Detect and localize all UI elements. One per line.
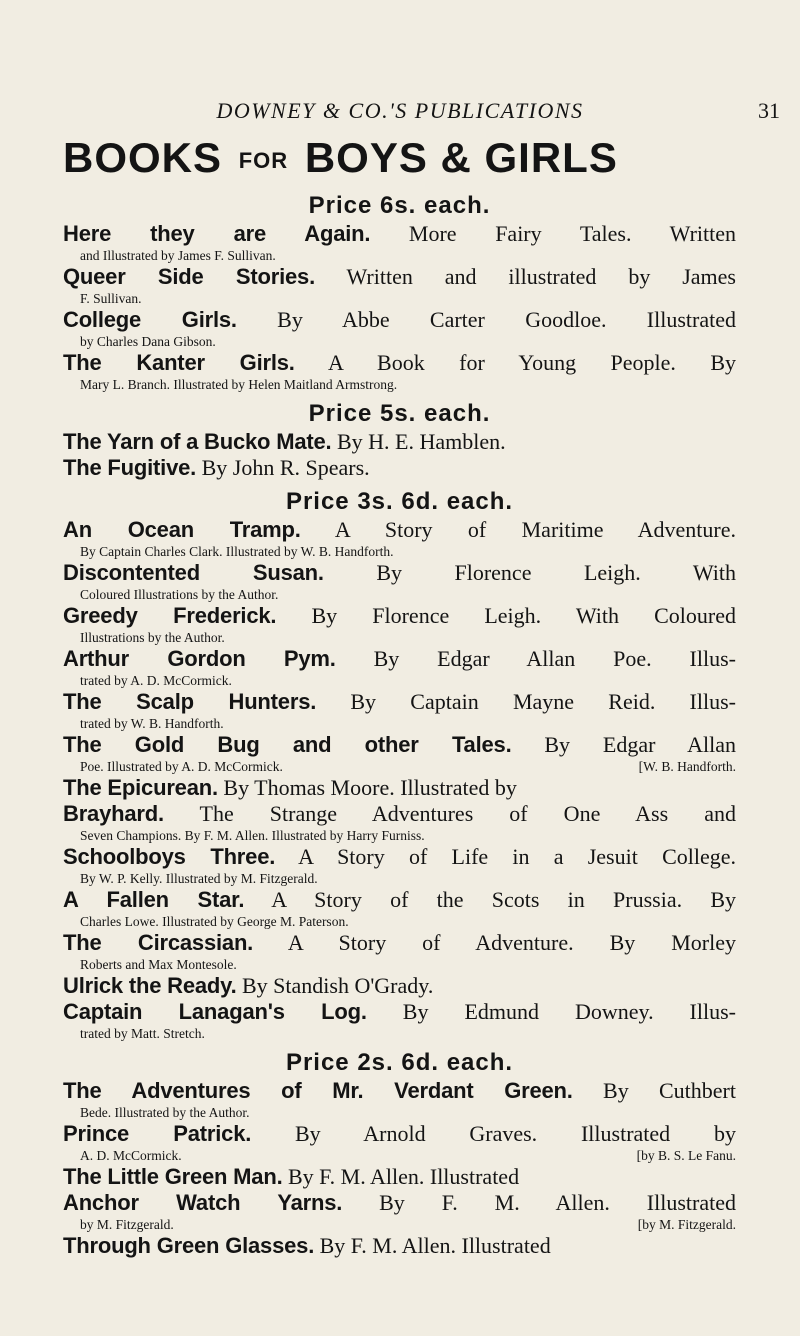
catalogue-title (63, 134, 736, 185)
book-title: Captain Lanagan's Log. (63, 999, 367, 1024)
book-credits (63, 586, 736, 603)
book-description: By Arnold Graves. Illustrated by (251, 1121, 736, 1146)
book-entry-line (63, 517, 736, 543)
book-title: The Little Green Man. (63, 1164, 283, 1189)
book-credits-continuation: [W. B. Handforth. (638, 759, 736, 774)
book-description: By F. M. Allen. Illustrated (282, 1164, 520, 1189)
book-description: By Florence Leigh. With Coloured (276, 603, 736, 628)
book-description: More Fairy Tales. Written (370, 221, 736, 246)
book-credits (63, 290, 736, 307)
book-entry-line (63, 455, 736, 481)
title-for: FOR (238, 148, 289, 173)
book-description: A Book for Young People. By (294, 350, 736, 375)
book-entry-line (63, 221, 736, 247)
book-entry (63, 801, 736, 844)
book-description: Written and illustrated by James (315, 264, 736, 289)
book-entry (63, 307, 736, 350)
book-title: Greedy Frederick. (63, 603, 277, 628)
book-description: A Story of Life in a Jesuit College. (275, 844, 736, 869)
book-credits-text: By W. P. Kelly. Illustrated by M. Fitzgerald. (80, 871, 318, 886)
book-credits-text: by M. Fitzgerald. (80, 1217, 174, 1232)
book-credits (63, 827, 736, 844)
book-credits-text: Bede. Illustrated by the Author. (80, 1105, 250, 1120)
book-credits (63, 715, 736, 732)
book-title: The Adventures of Mr. Verdant Green. (63, 1078, 573, 1103)
price-heading: Price 3s. 6d. each. (285, 488, 514, 515)
book-title: The Epicurean. (63, 775, 218, 800)
book-credits (63, 1025, 736, 1042)
book-entry (63, 999, 736, 1042)
book-entry-line (63, 307, 736, 333)
book-credits-text: F. Sullivan. (80, 291, 142, 306)
book-credits (63, 758, 736, 775)
book-entry-line (63, 775, 736, 801)
book-credits (63, 672, 736, 689)
price-heading: Price 6s. each. (308, 192, 491, 219)
book-entry-line (63, 999, 736, 1025)
book-title: The Kanter Girls. (63, 350, 295, 375)
page-content (63, 134, 736, 1259)
title-books: BOOKS (63, 134, 223, 181)
book-entry-line (63, 350, 736, 376)
book-title: Through Green Glasses. (63, 1233, 315, 1258)
book-entry-line (63, 1121, 736, 1147)
book-credits (63, 870, 736, 887)
book-title: The Scalp Hunters. (63, 689, 317, 714)
book-title: Arthur Gordon Pym. (63, 646, 336, 671)
book-credits (63, 1216, 736, 1233)
book-entry (63, 429, 736, 455)
title-boys-girls: BOYS & GIRLS (304, 134, 618, 181)
book-credits-continuation: [by B. S. Le Fanu. (636, 1148, 736, 1163)
price-sections (63, 191, 736, 1259)
book-credits-text: A. D. McCormick. (80, 1148, 182, 1163)
book-credits-text: by Charles Dana Gibson. (80, 334, 216, 349)
book-title: The Gold Bug and other Tales. (63, 732, 512, 757)
book-entry (63, 603, 736, 646)
book-credits (63, 629, 736, 646)
book-entry (63, 264, 736, 307)
book-entry (63, 350, 736, 393)
book-entry (63, 221, 736, 264)
book-credits-text: Coloured Illustrations by the Author. (80, 587, 279, 602)
book-credits (63, 1104, 736, 1121)
book-entry-line (63, 646, 736, 672)
book-entry (63, 560, 736, 603)
book-entry (63, 887, 736, 930)
book-description: By Cuthbert (572, 1078, 736, 1103)
book-description: By Edmund Downey. Illus- (366, 999, 736, 1024)
book-title: The Fugitive. (63, 455, 197, 480)
book-description: A Story of Adventure. By Morley (253, 930, 736, 955)
book-entry (63, 1233, 736, 1259)
book-description: By Abbe Carter Goodloe. Illustrated (236, 307, 736, 332)
book-entry (63, 732, 736, 775)
book-description: By Thomas Moore. Illustrated by (217, 775, 517, 800)
book-entry-line (63, 801, 736, 827)
book-description: By H. E. Hamblen. (331, 429, 506, 454)
book-description: By Edgar Allan Poe. Illus- (335, 646, 736, 671)
book-credits-text: and Illustrated by James F. Sullivan. (80, 248, 276, 263)
book-description: A Story of the Scots in Prussia. By (244, 887, 737, 912)
book-credits (63, 543, 736, 560)
book-description: By F. M. Allen. Illustrated (314, 1233, 551, 1258)
book-entry (63, 646, 736, 689)
running-head: DOWNEY & CO.'S PUBLICATIONS (216, 98, 584, 123)
book-description: The Strange Adventures of One Ass and (163, 801, 736, 826)
book-entry (63, 775, 736, 801)
book-credits (63, 956, 736, 973)
book-entry-line (63, 560, 736, 586)
book-description: By Captain Mayne Reid. Illus- (316, 689, 736, 714)
book-title: Schoolboys Three. (63, 844, 276, 869)
book-entry (63, 517, 736, 560)
book-entry-line (63, 844, 736, 870)
book-entry (63, 930, 736, 973)
book-entry-line (63, 887, 736, 913)
book-title: Prince Patrick. (63, 1121, 252, 1146)
book-title: An Ocean Tramp. (63, 517, 301, 542)
book-credits (63, 1147, 736, 1164)
book-description: A Story of Maritime Adventure. (300, 517, 736, 542)
book-description: By John R. Spears. (196, 455, 370, 480)
book-entry-line (63, 930, 736, 956)
price-heading: Price 5s. each. (308, 400, 491, 427)
book-entry (63, 844, 736, 887)
book-credits-text: trated by W. B. Handforth. (80, 716, 224, 731)
book-entry-line (63, 732, 736, 758)
book-credits-text: trated by A. D. McCormick. (80, 673, 232, 688)
book-title: Here they are Again. (63, 221, 371, 246)
book-credits-text: Illustrations by the Author. (80, 630, 225, 645)
book-entry (63, 973, 736, 999)
book-title: Ulrick the Ready. (63, 973, 237, 998)
book-entry (63, 1164, 736, 1190)
book-credits (63, 376, 736, 393)
book-credits-text: Seven Champions. By F. M. Allen. Illustrated by Harry Furniss. (80, 828, 425, 843)
book-credits (63, 247, 736, 264)
book-title: The Yarn of a Bucko Mate. (63, 429, 332, 454)
book-title: Discontented Susan. (63, 560, 324, 585)
book-credits (63, 913, 736, 930)
book-title: College Girls. (63, 307, 237, 332)
book-credits-text: Charles Lowe. Illustrated by George M. Paterson. (80, 914, 349, 929)
book-description: By F. M. Allen. Illustrated (342, 1190, 736, 1215)
book-entry (63, 1121, 736, 1164)
book-credits-text: By Captain Charles Clark. Illustrated by W. B. Handforth. (80, 544, 394, 559)
book-description: By Edgar Allan (511, 732, 736, 757)
book-entry-line (63, 429, 736, 455)
book-credits-text: trated by Matt. Stretch. (80, 1026, 205, 1041)
book-title: Brayhard. (63, 801, 164, 826)
book-title: Anchor Watch Yarns. (63, 1190, 343, 1215)
book-entry-line (63, 1164, 736, 1190)
book-description: By Standish O'Grady. (236, 973, 434, 998)
book-credits-text: Roberts and Max Montesole. (80, 957, 237, 972)
book-entry (63, 1190, 736, 1233)
book-entry (63, 689, 736, 732)
book-credits-text: Poe. Illustrated by A. D. McCormick. (80, 759, 283, 774)
book-entry-line (63, 264, 736, 290)
book-title: The Circassian. (63, 930, 254, 955)
book-credits-text: Mary L. Branch. Illustrated by Helen Maitland Armstrong. (80, 377, 398, 392)
book-title: A Fallen Star. (63, 887, 245, 912)
book-credits (63, 333, 736, 350)
book-entry-line (63, 1078, 736, 1104)
book-description: By Florence Leigh. With (323, 560, 737, 585)
book-title: Queer Side Stories. (63, 264, 315, 289)
book-entry (63, 1078, 736, 1121)
page-number: 31 (758, 98, 780, 123)
price-heading: Price 2s. 6d. each. (285, 1049, 514, 1076)
book-entry-line (63, 689, 736, 715)
book-credits-continuation: [by M. Fitzgerald. (637, 1217, 736, 1232)
book-entry-line (63, 973, 736, 999)
book-entry-line (63, 603, 736, 629)
book-entry-line (63, 1190, 736, 1216)
book-entry (63, 455, 736, 481)
book-entry-line (63, 1233, 736, 1259)
